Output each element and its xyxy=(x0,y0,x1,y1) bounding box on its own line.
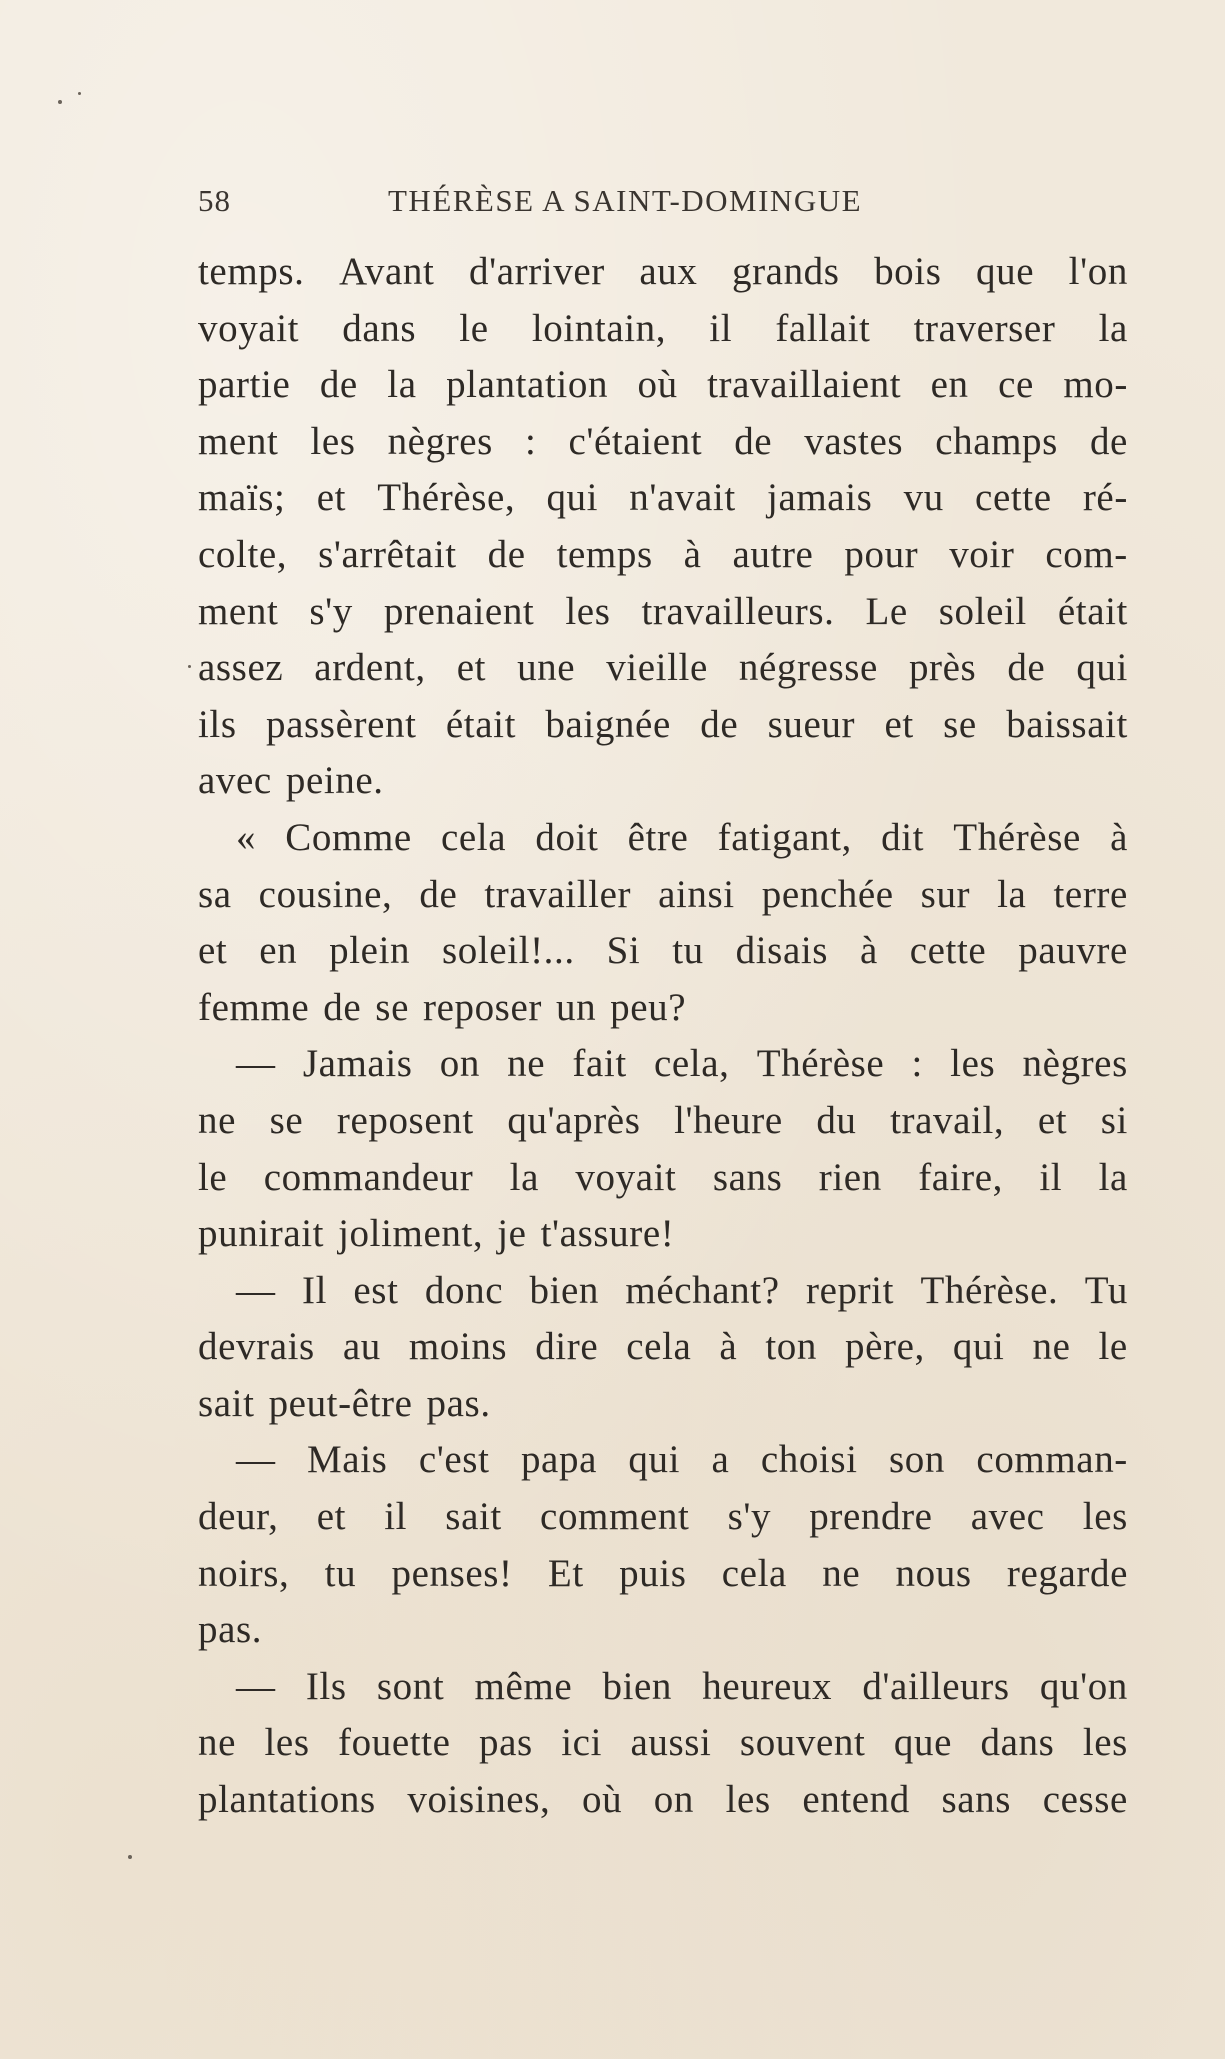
text-line: ment les nègres : c'étaient de vastes champs de xyxy=(198,419,1128,463)
text-line: noirs, tu penses! Et puis cela ne nous regarde xyxy=(198,1551,1128,1595)
text-line: — Ils sont même bien heureux d'ailleurs qu'on xyxy=(236,1664,1128,1708)
text-line: assez ardent, et une vieille négresse près de qui xyxy=(198,646,1128,690)
text-line: voyait dans le lointain, il fallait traverser la xyxy=(198,306,1128,350)
text-line: deur, et il sait comment s'y prendre avec les xyxy=(198,1495,1128,1539)
text-line: pas. xyxy=(198,1608,263,1652)
text-line: devrais au moins dire cela à ton père, qui ne le xyxy=(198,1325,1128,1369)
text-line: et en plein soleil!... Si tu disais à cette pauvre xyxy=(198,929,1128,973)
text-line: ne se reposent qu'après l'heure du travail, et si xyxy=(198,1098,1128,1142)
paper-speck xyxy=(128,1855,132,1859)
text-line: avec peine. xyxy=(198,759,384,803)
text-line: colte, s'arrêtait de temps à autre pour voir com- xyxy=(198,532,1128,576)
text-line: plantations voisines, où on les entend sans cesse xyxy=(198,1778,1128,1822)
paper-speck xyxy=(78,92,81,95)
text-line: punirait joliment, je t'assure! xyxy=(198,1212,675,1256)
paper-speck xyxy=(188,665,191,668)
text-line: ils passèrent était baignée de sueur et se baissait xyxy=(198,702,1128,746)
text-line: ment s'y prenaient les travailleurs. Le soleil était xyxy=(198,589,1128,633)
text-line: « Comme cela doit être fatigant, dit Thérèse à xyxy=(236,815,1128,859)
paper-speck xyxy=(58,100,62,104)
text-line: le commandeur la voyait sans rien faire, il la xyxy=(198,1155,1128,1199)
text-line: ne les fouette pas ici aussi souvent que dans les xyxy=(198,1721,1128,1765)
text-line: — Mais c'est papa qui a choisi son comman- xyxy=(236,1438,1128,1482)
text-line: femme de se reposer un peu? xyxy=(198,985,687,1029)
text-line: maïs; et Thérèse, qui n'avait jamais vu cette ré- xyxy=(198,476,1128,520)
body-text xyxy=(198,244,1128,1829)
text-line: temps. Avant d'arriver aux grands bois que l'on xyxy=(198,250,1128,293)
page-number: 58 xyxy=(198,183,231,218)
text-line: — Il est donc bien méchant? reprit Thérèse. Tu xyxy=(236,1268,1128,1312)
text-line: sait peut-être pas. xyxy=(198,1381,491,1425)
text-line: — Jamais on ne fait cela, Thérèse : les nègres xyxy=(236,1042,1128,1086)
text-line: partie de la plantation où travaillaient en ce mo- xyxy=(198,363,1128,407)
running-head xyxy=(198,183,1128,223)
running-title: THÉRÈSE A SAINT-DOMINGUE xyxy=(388,183,863,218)
text-line: sa cousine, de travailler ainsi penchée sur la terre xyxy=(198,872,1128,916)
